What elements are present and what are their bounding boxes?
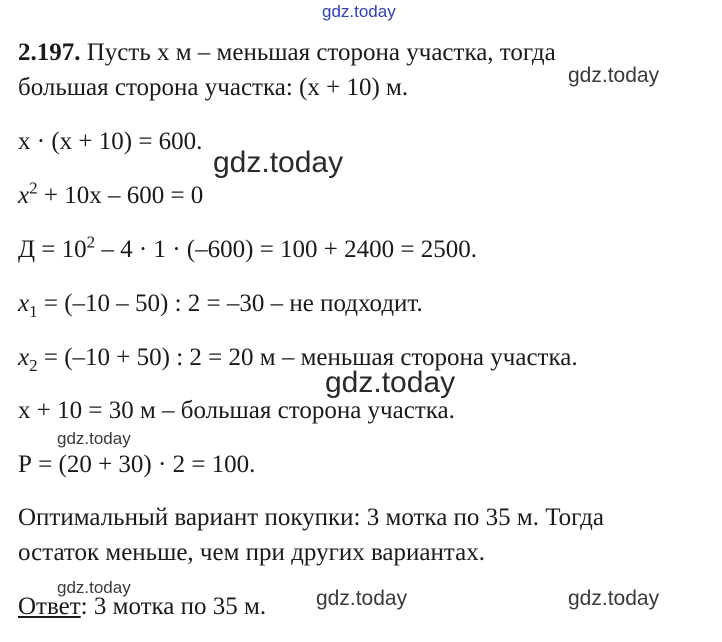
solution-line-2: большая сторона участка: (х + 10) м. xyxy=(18,74,409,101)
var-x: x xyxy=(18,182,30,209)
watermark: gdz.today xyxy=(57,578,131,597)
text: – 4 · 1 · (–600) = 100 + 2400 = 2500. xyxy=(95,236,478,263)
watermark: gdz.today xyxy=(57,429,131,448)
solution-line-11: остаток меньше, чем при других вариантах. xyxy=(18,539,485,566)
text: = (–10 + 50) : 2 = 20 м – меньшая сторона участка. xyxy=(37,344,578,371)
answer-line xyxy=(18,592,266,622)
solution-line-8: х + 10 = 30 м – большая сторона участка. xyxy=(18,397,455,424)
watermark: gdz.today xyxy=(568,587,660,610)
solution-line-1 xyxy=(18,38,556,68)
watermark: gdz.today xyxy=(568,64,660,87)
solution-line-3: х · (х + 10) = 600. xyxy=(18,128,203,155)
watermark-top: gdz.today xyxy=(322,2,396,21)
solution-line-4 xyxy=(18,178,204,211)
text: Пусть х м – меньшая сторона участка, тогда xyxy=(80,39,556,66)
solution-line-7 xyxy=(18,343,578,373)
problem-number: 2.197. xyxy=(18,39,81,66)
solution-line-10: Оптимальный вариант покупки: 3 мотка по 35 м. Тогда xyxy=(18,504,604,531)
solution-line-6 xyxy=(18,289,423,319)
subscript: 2 xyxy=(29,356,38,375)
solution-line-9: Р = (20 + 30) · 2 = 100. xyxy=(18,451,256,478)
var-x: x xyxy=(18,290,30,317)
watermark: gdz.today xyxy=(213,146,344,179)
solution-line-5 xyxy=(18,232,478,265)
answer-label: Ответ xyxy=(18,593,81,620)
exponent: 2 xyxy=(86,232,96,252)
answer-text: : 3 мотка по 35 м. xyxy=(80,593,267,620)
text: = (–10 – 50) : 2 = –30 – не подходит. xyxy=(37,290,423,317)
watermark: gdz.today xyxy=(325,366,456,399)
exponent: 2 xyxy=(29,178,38,198)
var-x: x xyxy=(18,344,30,371)
text: + 10х – 600 = 0 xyxy=(37,182,204,209)
text: Д = 10 xyxy=(18,236,87,263)
watermark: gdz.today xyxy=(316,587,408,610)
subscript: 1 xyxy=(29,302,38,321)
